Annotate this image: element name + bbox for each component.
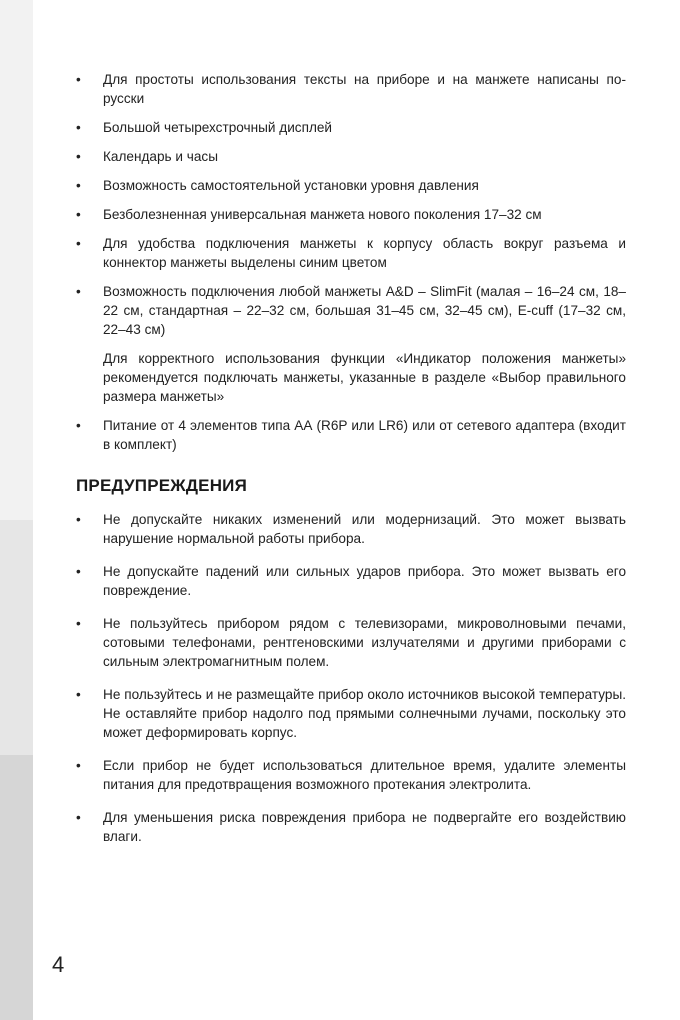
list-item [76,205,626,224]
bullet: • [76,616,81,631]
list-item [76,147,626,166]
features-list [76,70,626,454]
list-item [76,118,626,137]
bullet: • [76,72,81,87]
warning-text: Не допускайте никаких изменений или модернизаций. Это может вызвать нарушение нормальной работы прибора. [103,512,626,546]
bullet: • [76,418,81,433]
list-item [76,562,626,600]
feature-text: Возможность самостоятельной установки уровня давления [103,178,479,193]
list-item [76,685,626,742]
warning-text: Не допускайте падений или сильных ударов прибора. Это может вызвать его повреждение. [103,564,626,598]
bullet: • [76,149,81,164]
feature-text: Для простоты использования тексты на приборе и на манжете написаны по-русски [103,72,626,106]
feature-text: Питание от 4 элементов типа АА (R6P или LR6) или от сетевого адаптера (входит в комплект) [103,418,626,452]
side-strip [0,755,33,1020]
feature-text: Возможность подключения любой манжеты A&D – SlimFit (малая – 16–24 см, 18–22 см, стандартная – 22–32 см, большая 31–45 см, 32–45 см), E-cuff (17–32 см, 22–43 см) [103,284,626,337]
warning-text: Если прибор не будет использоваться длительное время, удалите элементы питания для предотвращения возможного протекания электролита. [103,758,626,792]
feature-text: Безболезненная универсальная манжета нового поколения 17–32 см [103,207,542,222]
bullet: • [76,810,81,825]
warning-text: Для уменьшения риска повреждения прибора не подвергайте его воздействию влаги. [103,810,626,844]
list-item [76,282,626,406]
bullet: • [76,207,81,222]
warnings-list [76,510,626,846]
list-item [76,234,626,272]
list-item [76,808,626,846]
list-item [76,756,626,794]
page-number: 4 [52,952,65,977]
bullet: • [76,120,81,135]
list-item [76,176,626,195]
feature-note: Для корректного использования функции «Индикатор положения манжеты» рекомендуется подключать манжеты, указанные в разделе «Выбор правильного размера манжеты» [103,351,626,404]
bullet: • [76,687,81,702]
warning-text: Не пользуйтесь прибором рядом с телевизорами, микроволновыми печами, сотовыми телефонами, рентгеновскими излучателями и другими приборами с сильным электромагнитным полем. [103,616,626,669]
warning-text: Не пользуйтесь и не размещайте прибор около источников высокой температуры. Не оставляйте прибор надолго под прямыми солнечными лучами, поскольку это может деформировать корпус. [103,687,626,740]
bullet: • [76,758,81,773]
list-item [76,614,626,671]
side-strip [0,520,33,755]
feature-text: Большой четырехстрочный дисплей [103,120,333,135]
list-item [76,510,626,548]
list-item [76,70,626,108]
feature-text: Для удобства подключения манжеты к корпусу область вокруг разъема и коннектор манжеты выделены синим цветом [103,236,626,270]
warnings-heading: ПРЕДУПРЕЖДЕНИЯ [76,476,248,495]
side-strip [0,0,33,520]
list-item [76,416,626,454]
bullet: • [76,564,81,579]
bullet: • [76,178,81,193]
content-area [76,70,626,860]
bullet: • [76,236,81,251]
bullet: • [76,284,81,299]
feature-text: Календарь и часы [103,149,218,164]
bullet: • [76,512,81,527]
